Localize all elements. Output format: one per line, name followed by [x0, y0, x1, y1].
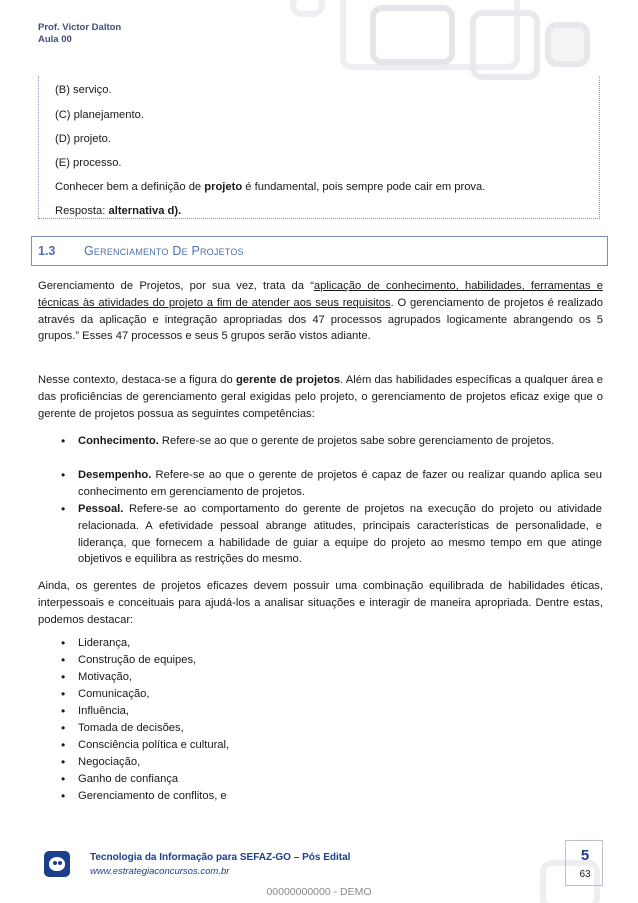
p2-intro: Nesse contexto, destaca-se a figura do	[38, 374, 236, 386]
paragraph-definition	[38, 278, 603, 345]
competency-text: Refere-se ao que o gerente de projetos sabe sobre gerenciamento de projetos.	[158, 435, 555, 447]
demo-watermark: 00000000000 - DEMO	[266, 886, 372, 898]
competency-term: Conhecimento.	[78, 435, 159, 447]
competency-text: Refere-se ao comportamento do gerente de projetos na execução do projeto ou atividade relacionada. A efetividade pessoal abrange atitudes, principais características de personalidade, e liderança, que fornecem a habilidade de guiar a equipe do projeto ao mesmo tempo em que atinge objetivos e equilibra as restrições do mesmo.	[78, 503, 602, 566]
p1-underlined: aplicação de conhecimento, habilidades, ferramentas e técnicas às atividades do projeto a fim de atender aos seus requisitos	[38, 280, 603, 309]
bullet-icon: •	[61, 670, 66, 684]
owl-logo-icon	[44, 851, 70, 877]
competency-term: Pessoal.	[78, 503, 124, 515]
author-name: Prof. Victor Dalton	[38, 22, 122, 33]
answer	[55, 205, 181, 217]
skill-item: Gerenciamento de conflitos, e	[78, 790, 227, 802]
skill-item: Construção de equipes,	[78, 654, 197, 666]
section-number: 1.3	[38, 244, 56, 258]
p2-rest: . Além das habilidades específicas a qualquer área e das proficiências de gerenciamento geral exigidas pelo projeto, o gerenciamento de projetos eficaz exige que o gerente de projetos possua as seguintes competências:	[38, 374, 603, 420]
bullet-icon: •	[61, 755, 66, 769]
bullet-icon: •	[61, 502, 66, 516]
bullet-icon: •	[61, 704, 66, 718]
option-b: (B) serviço.	[55, 84, 112, 96]
skill-item: Comunicação,	[78, 688, 150, 700]
bullet-icon: •	[61, 653, 66, 667]
section-title: Gerenciamento De Projetos	[84, 244, 244, 258]
page-total: 63	[579, 869, 591, 880]
bullet-icon: •	[61, 738, 66, 752]
competency-text: Refere-se ao que o gerente de projetos é capaz de fazer ou realizar quando aplica seu conhecimento em gerenciamento de projetos.	[78, 469, 602, 498]
bullet-icon: •	[61, 434, 66, 448]
skill-item: Influência,	[78, 705, 129, 717]
comment-pre: Conhecer bem a definição de	[55, 181, 205, 193]
skill-item: Motivação,	[78, 671, 133, 683]
bullet-icon: •	[61, 687, 66, 701]
option-d: (D) projeto.	[55, 133, 111, 145]
footer-site-link[interactable]: www.estrategiaconcursos.com.br	[90, 866, 230, 877]
answer-label: Resposta:	[55, 205, 109, 217]
bullet-icon: •	[61, 789, 66, 803]
decorative-square	[370, 5, 455, 65]
lesson-label: Aula 00	[38, 34, 72, 45]
answer-value: alternativa d).	[108, 205, 182, 217]
comment-bold: projeto	[204, 181, 243, 193]
paragraph-manager	[38, 372, 603, 422]
skill-item: Tomada de decisões,	[78, 722, 184, 734]
bullet-icon: •	[61, 721, 66, 735]
page-number: 5	[580, 847, 590, 864]
bullet-icon: •	[61, 772, 66, 786]
competency-term: Desempenho.	[78, 469, 152, 481]
question-box	[38, 76, 600, 219]
p1-rest: . O gerenciamento de projetos é realizado através da aplicação e integração apropriadas dos 47 processos agrupados logicamente abrangendo os 5 grupos.” Esses 47 processos e seus 5 grupos serão vistos adiante.	[38, 296, 603, 343]
decorative-square	[290, 0, 325, 17]
p1-intro: Gerenciamento de Projetos, por sua vez, trata da “	[38, 280, 314, 292]
comment	[55, 181, 485, 193]
paragraph-skills: Ainda, os gerentes de projetos eficazes devem possuir uma combinação equilibrada de habilidades éticas, interpessoais e conceituais para ajudá-los a analisar situações e interagir de maneira apropriada. Dentre estas, podemos destacar:	[38, 580, 603, 626]
skill-item: Consciência política e cultural,	[78, 739, 230, 751]
page-header	[38, 22, 121, 46]
footer-course: Tecnologia da Informação para SEFAZ-GO – Pós Edital	[90, 852, 351, 863]
skill-item: Liderança,	[78, 637, 131, 649]
bullet-icon: •	[61, 636, 66, 650]
skill-item: Ganho de confiança	[78, 773, 179, 785]
decorative-square	[470, 10, 540, 80]
option-c: (C) planejamento.	[55, 109, 144, 121]
page-number-box	[565, 840, 603, 886]
decorative-square	[545, 22, 590, 67]
bullet-icon: •	[61, 468, 66, 482]
section-heading	[31, 236, 608, 266]
competency-item	[78, 433, 602, 450]
comment-post: é fundamental, pois sempre pode cair em prova.	[242, 181, 486, 193]
competency-item	[78, 467, 602, 501]
p2-bold: gerente de projetos	[235, 374, 341, 386]
option-e: (E) processo.	[55, 157, 122, 169]
competency-item	[78, 501, 602, 568]
skill-item: Negociação,	[78, 756, 141, 768]
